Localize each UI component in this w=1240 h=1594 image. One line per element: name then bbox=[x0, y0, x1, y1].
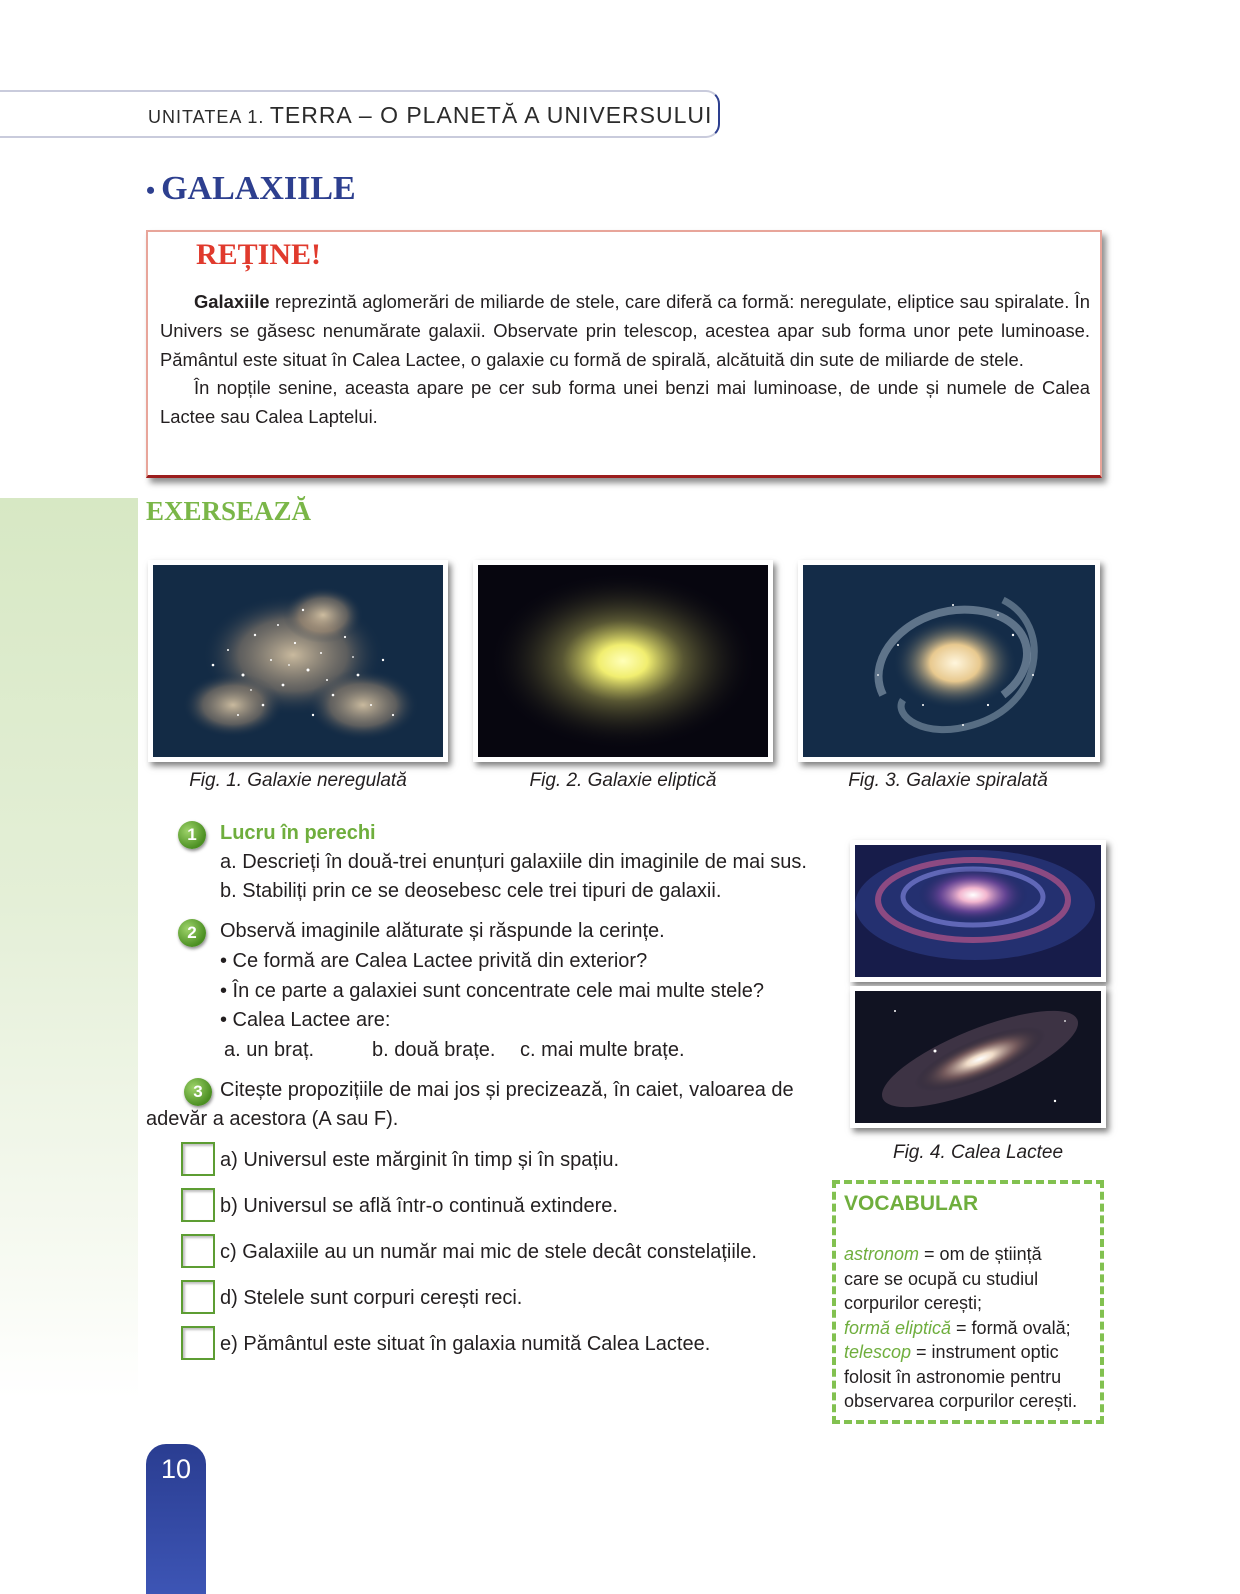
vocab-term: telescop bbox=[844, 1342, 912, 1362]
elliptical-galaxy-image bbox=[478, 565, 768, 757]
retine-p1-text: reprezintă aglomerări de miliarde de stele, care diferă ca formă: neregulate, eliptice sau spiralate. În Univers se găsesc nenumărate galaxii. Observate prin telescop, acestea apar sub forma unor pete luminoase. Pământul este situat în Calea Lactee, o galaxie cu formă de spirală, alcătuită din sute de miliarde de stele. bbox=[160, 291, 1090, 370]
exerseaza-title: EXERSEAZĂ bbox=[146, 496, 312, 526]
answer-checkbox-c[interactable] bbox=[181, 1234, 215, 1268]
exercise-1-task-b: b. Stabiliți prin ce se deosebesc cele trei tipuri de galaxii. bbox=[220, 880, 722, 902]
exercise-3-intro-2: adevăr a acestora (A sau F). bbox=[146, 1108, 399, 1130]
figure-caption-4: Fig. 4. Calea Lactee bbox=[892, 1142, 1064, 1163]
retine-paragraph-2: În nopțile senine, aceasta apare pe cer sub forma unei benzi mai luminoase, de unde și numele de Calea Lactee sau Calea Laptelui. bbox=[160, 377, 1090, 428]
vocab-line: care se ocupă cu studiul bbox=[844, 1268, 1039, 1289]
vocab-definition: = formă ovală; bbox=[951, 1317, 1071, 1338]
vocab-term: astronom bbox=[844, 1244, 920, 1264]
spiral-galaxy-image bbox=[803, 565, 1095, 757]
vocabulary-body bbox=[844, 1242, 1106, 1414]
figure-milky-way-top bbox=[850, 840, 1106, 982]
vocab-term: formă eliptică bbox=[844, 1317, 952, 1338]
vocab-entry-astronom bbox=[844, 1242, 1106, 1267]
figure-caption-2: Fig. 2. Galaxie eliptică bbox=[529, 770, 717, 791]
statement-c: c) Galaxiile au un număr mai mic de stele decât constelațiile. bbox=[220, 1241, 757, 1263]
figure-irregular-galaxy bbox=[148, 560, 448, 762]
answer-checkbox-d[interactable] bbox=[181, 1280, 215, 1314]
exercise-number-1: 1 bbox=[178, 821, 206, 849]
figure-caption-3: Fig. 3. Galaxie spiralată bbox=[848, 770, 1048, 791]
vocab-entry-forma-eliptica bbox=[844, 1316, 1106, 1341]
exercise-2-option-b: b. două brațe. bbox=[372, 1039, 496, 1061]
figure-elliptical-galaxy bbox=[473, 560, 773, 762]
figure-milky-way-bottom bbox=[850, 986, 1106, 1128]
answer-checkbox-a[interactable] bbox=[181, 1142, 215, 1176]
vocab-definition: = om de știință bbox=[919, 1244, 1042, 1264]
side-decoration bbox=[0, 498, 138, 1398]
exercise-2-question-3: • Calea Lactee are: bbox=[220, 1009, 391, 1031]
vocab-line: observarea corpurilor cerești. bbox=[844, 1391, 1078, 1411]
retine-box bbox=[146, 230, 1102, 478]
vocabulary-title: VOCABULAR bbox=[844, 1192, 979, 1215]
vocab-definition: = instrument optic bbox=[911, 1342, 1059, 1362]
exercise-2-question-1: • Ce formă are Calea Lactee privită din exterior? bbox=[220, 950, 648, 972]
retine-paragraph-1 bbox=[160, 288, 1090, 374]
bullet-icon: • bbox=[146, 176, 156, 205]
exercise-1-task-a: a. Descrieți în două-trei enunțuri galaxiile din imaginile de mai sus. bbox=[220, 851, 807, 873]
answer-checkbox-e[interactable] bbox=[181, 1326, 215, 1360]
exercise-number-3: 3 bbox=[184, 1078, 212, 1106]
statement-b: b) Universul se află într-o continuă extindere. bbox=[220, 1195, 618, 1217]
answer-checkbox-b[interactable] bbox=[181, 1188, 215, 1222]
statement-e: e) Pământul este situat în galaxia numită Calea Lactee. bbox=[220, 1333, 711, 1355]
figure-spiral-galaxy bbox=[798, 560, 1100, 762]
section-title-text: GALAXIILE bbox=[161, 170, 356, 207]
vocabulary-box bbox=[832, 1180, 1104, 1424]
exercise-number-2: 2 bbox=[178, 919, 206, 947]
exercise-1-title: Lucru în perechi bbox=[220, 822, 376, 844]
retine-keyword: Galaxiile bbox=[194, 291, 270, 312]
exercise-2-option-a: a. un braț. bbox=[224, 1039, 315, 1061]
section-title bbox=[146, 170, 356, 208]
statement-d: d) Stelele sunt corpuri cerești reci. bbox=[220, 1287, 523, 1309]
unit-title: TERRA – O PLANETĂ A UNIVERSULUI bbox=[269, 102, 713, 128]
unit-label: UNITATEA 1. bbox=[148, 107, 265, 127]
retine-body bbox=[160, 288, 1090, 432]
unit-header bbox=[148, 102, 712, 129]
exercise-2-question-2: • În ce parte a galaxiei sunt concentrate cele mai multe stele? bbox=[220, 980, 764, 1002]
exercise-3-intro-1: Citește propozițiile de mai jos și precizează, în caiet, valoarea de bbox=[220, 1079, 794, 1101]
vocab-line: corpurilor cerești; bbox=[844, 1293, 983, 1313]
page-number: 10 bbox=[160, 1454, 192, 1484]
irregular-galaxy-image bbox=[153, 565, 443, 757]
retine-title: REȚINE! bbox=[196, 238, 322, 271]
statement-a: a) Universul este mărginit în timp și în spațiu. bbox=[220, 1149, 620, 1171]
figure-caption-1: Fig. 1. Galaxie neregulată bbox=[189, 770, 407, 791]
vocab-entry-telescop bbox=[844, 1340, 1106, 1365]
vocab-line: folosit în astronomie pentru bbox=[844, 1366, 1062, 1387]
andromeda-like-image bbox=[855, 991, 1101, 1123]
exercise-2-option-c: c. mai multe brațe. bbox=[520, 1039, 685, 1061]
exercise-2-intro: Observă imaginile alăturate și răspunde la cerințe. bbox=[220, 920, 665, 942]
milky-way-spiral-image bbox=[855, 845, 1101, 977]
